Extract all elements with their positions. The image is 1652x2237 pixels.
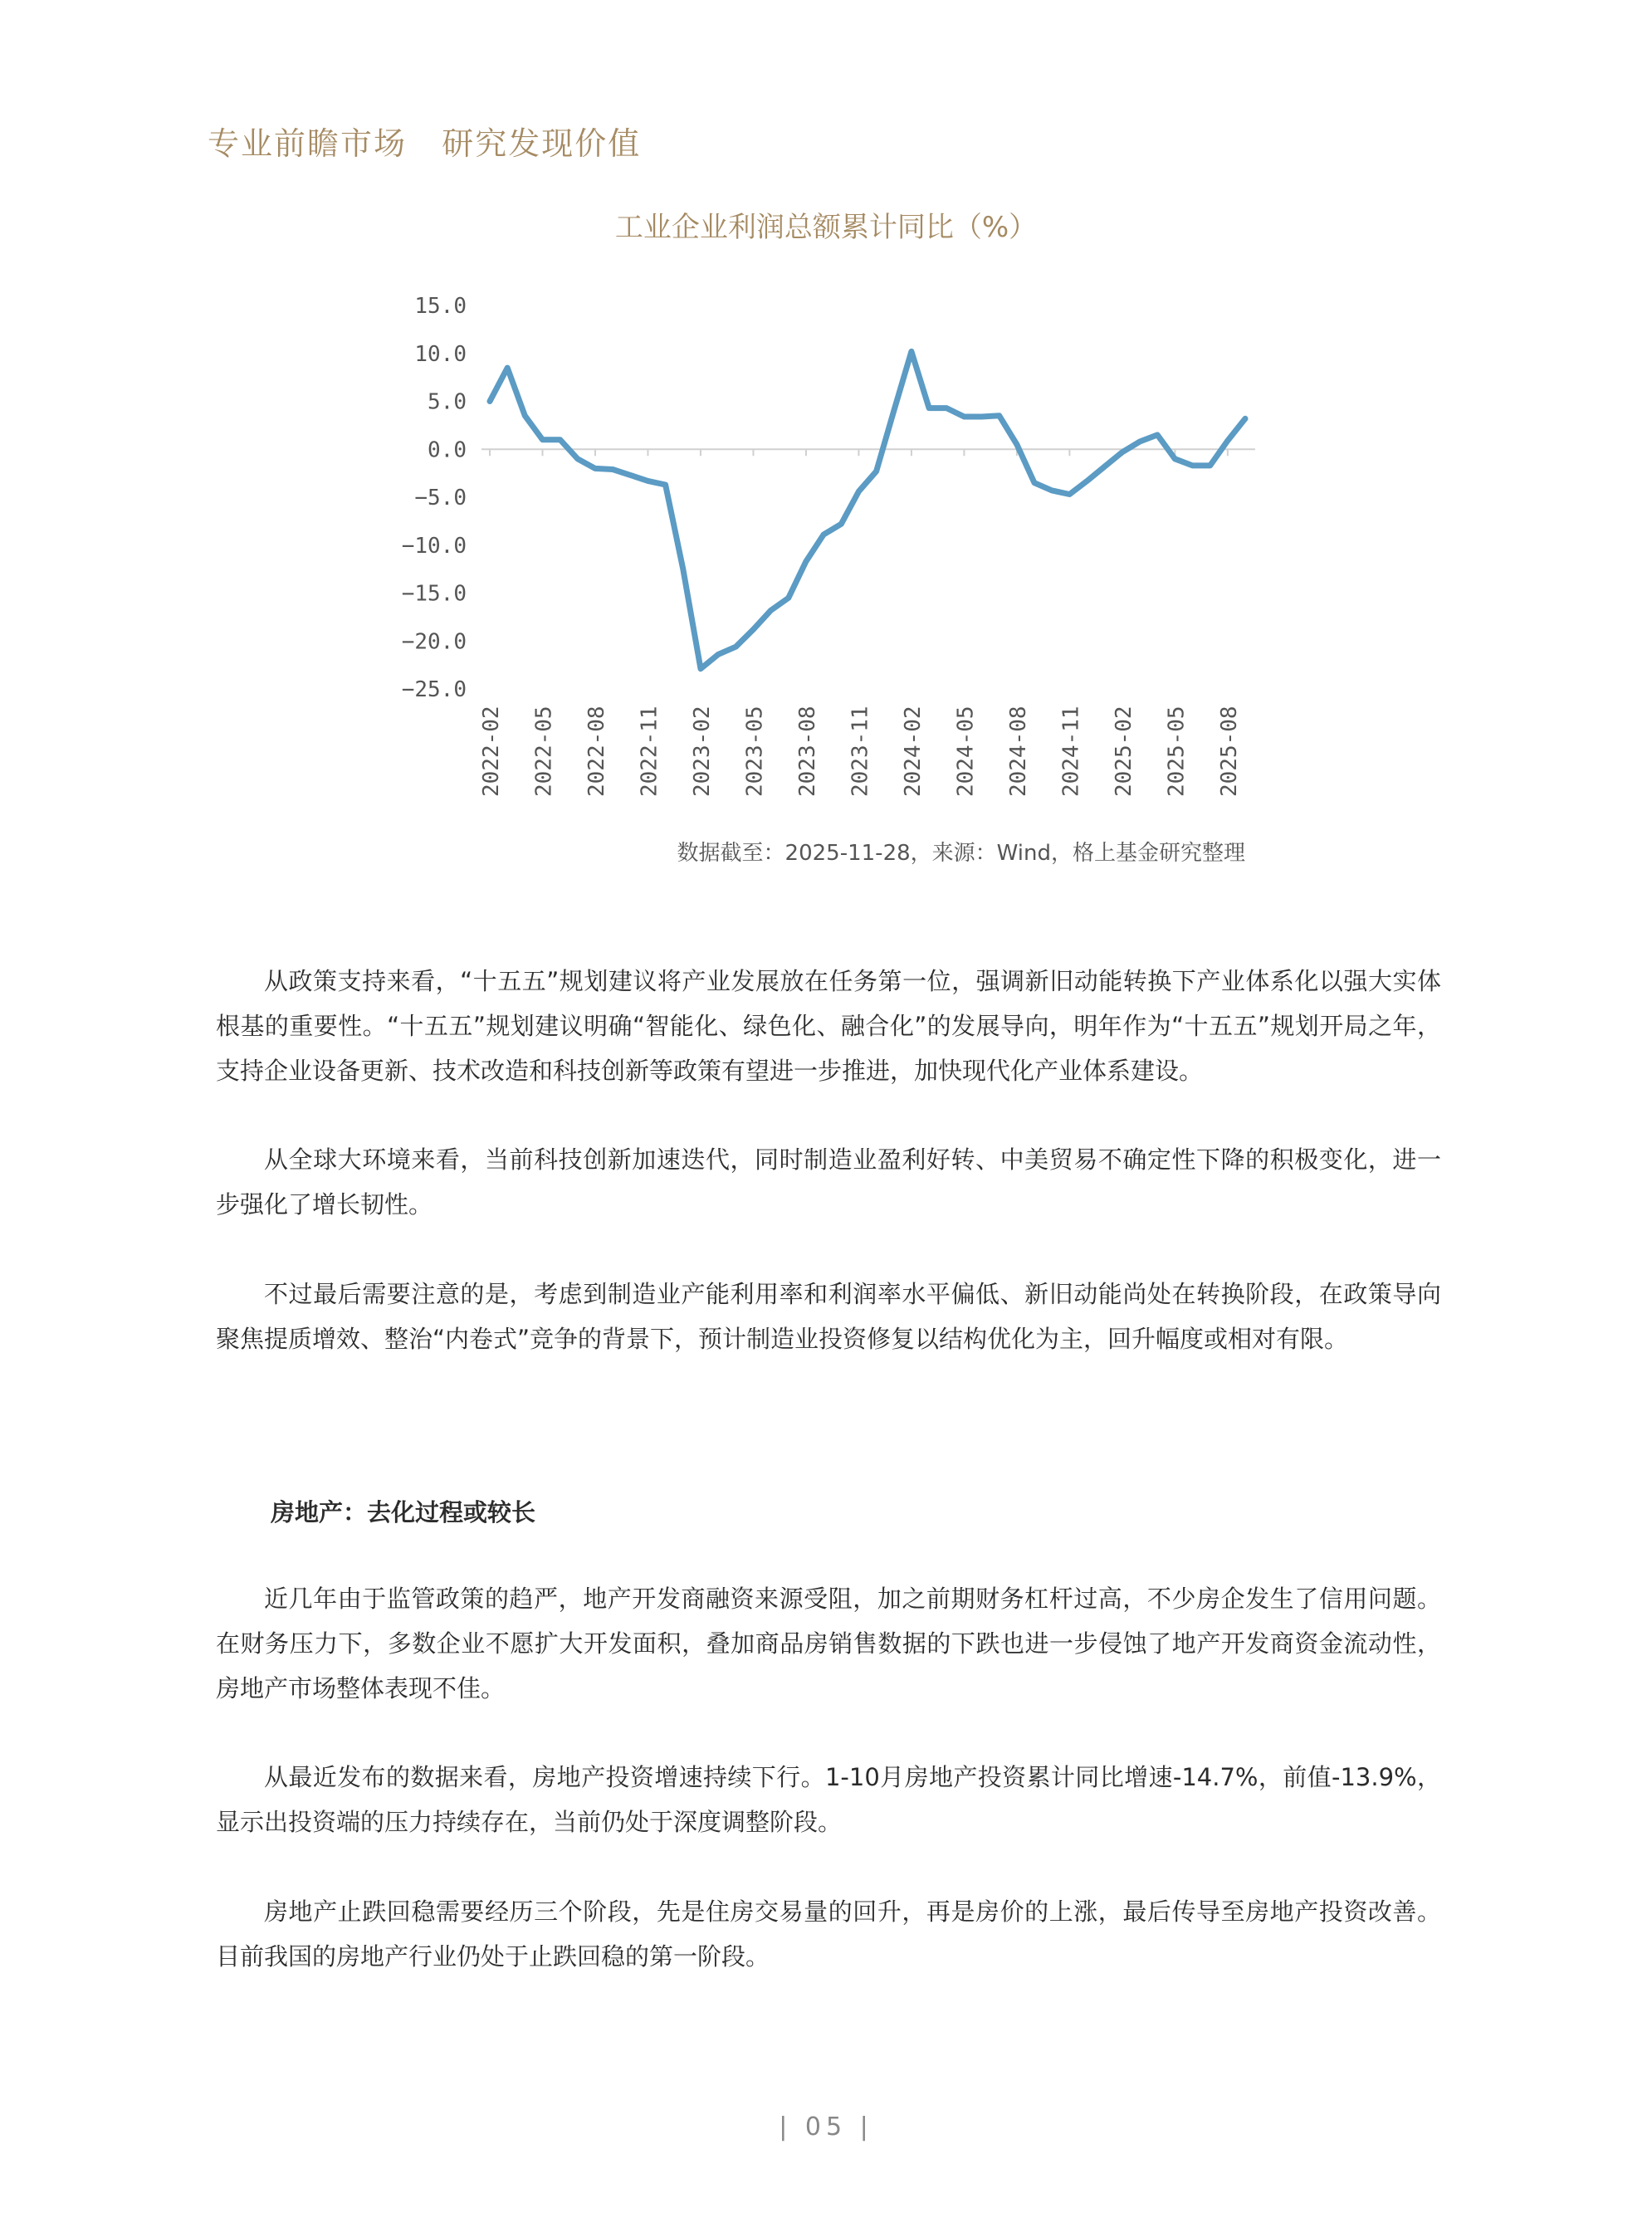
paragraph-real-estate-background: 近几年由于监管政策的趋严，地产开发商融资来源受阻，加之前期财务杠杆过高，不少房企发生了信用问题。在财务压力下，多数企业不愿扩大开发面积，叠加商品房销售数据的下跌也进一步侵蚀了地产开发商资金流动性，房地产市场整体表现不佳。 [216,1585,1441,1702]
paragraph-global-environment: 从全球大环境来看，当前科技创新加速迭代，同时制造业盈利好转、中美贸易不确定性下降的积极变化，进一步强化了增长韧性。 [216,1145,1441,1219]
y-tick-label: −10.0 [401,533,467,559]
series-line [490,351,1245,668]
profit-yoy-line-chart [365,266,1295,847]
paragraph-policy-support: 从政策支持来看，“十五五”规划建议将产业发展放在任务第一位，强调新旧动能转换下产业体系化以强大实体根基的重要性。“十五五”规划建议明确“智能化、绿色化、融合化”的发展导向，明年作为“十五五”规划开局之年，支持企业设备更新、技术改造和科技创新等政策有望进一步推进，加快现代化产业体系建设。 [216,967,1441,1085]
chart-title: 工业企业利润总额累计同比（%） [614,211,1038,244]
y-tick-label: −20.0 [401,629,467,655]
y-tick-label: 10.0 [414,341,467,367]
x-tick-label: 2023-05 [742,706,768,797]
y-tick-label: −25.0 [401,677,467,702]
section-heading-real-estate: 房地产：去化过程或较长 [271,1498,536,1526]
x-tick-label: 2023-02 [689,706,715,797]
x-tick-label: 2025-05 [1164,706,1190,797]
paragraph-real-estate-data: 从最近发布的数据来看，房地产投资增速持续下行。1-10月房地产投资累计同比增速-14.7%，前值-13.9%，显示出投资端的压力持续存在，当前仍处于深度调整阶段。 [216,1763,1441,1836]
chart-source-note: 数据截至：2025-11-28，来源：Wind，格上基金研究整理 [677,841,1245,866]
x-tick-label: 2022-02 [479,706,504,797]
x-tick-label: 2024-02 [900,706,926,797]
y-tick-label: 0.0 [428,437,467,463]
y-tick-label: 15.0 [414,294,467,319]
x-tick-label: 2024-08 [1005,706,1031,797]
page-number: | 05 | [779,2112,873,2142]
x-tick-label: 2025-02 [1111,706,1136,797]
x-tick-label: 2024-11 [1058,706,1084,797]
y-tick-label: 5.0 [428,389,467,415]
x-tick-label: 2023-08 [794,706,820,797]
paragraph-real-estate-stages: 房地产止跌回稳需要经历三个阶段，先是住房交易量的回升，再是房价的上涨，最后传导至房地产投资改善。目前我国的房地产行业仍处于止跌回稳的第一阶段。 [216,1898,1441,1971]
x-tick-label: 2022-05 [531,706,557,797]
x-tick-label: 2025-08 [1216,706,1242,797]
header-slogan: 专业前瞻市场 研究发现价值 [208,125,642,162]
y-tick-label: −5.0 [414,486,467,510]
paragraph-caution: 不过最后需要注意的是，考虑到制造业产能利用率和利润率水平偏低、新旧动能尚处在转换阶段，在政策导向聚焦提质增效、整治“内卷式”竞争的背景下，预计制造业投资修复以结构优化为主，回升幅度或相对有限。 [216,1280,1441,1353]
x-tick-label: 2023-11 [848,706,873,797]
y-tick-label: −15.0 [401,581,467,607]
x-tick-label: 2022-08 [584,706,609,797]
x-tick-label: 2022-11 [637,706,662,797]
x-tick-label: 2024-05 [953,706,979,797]
